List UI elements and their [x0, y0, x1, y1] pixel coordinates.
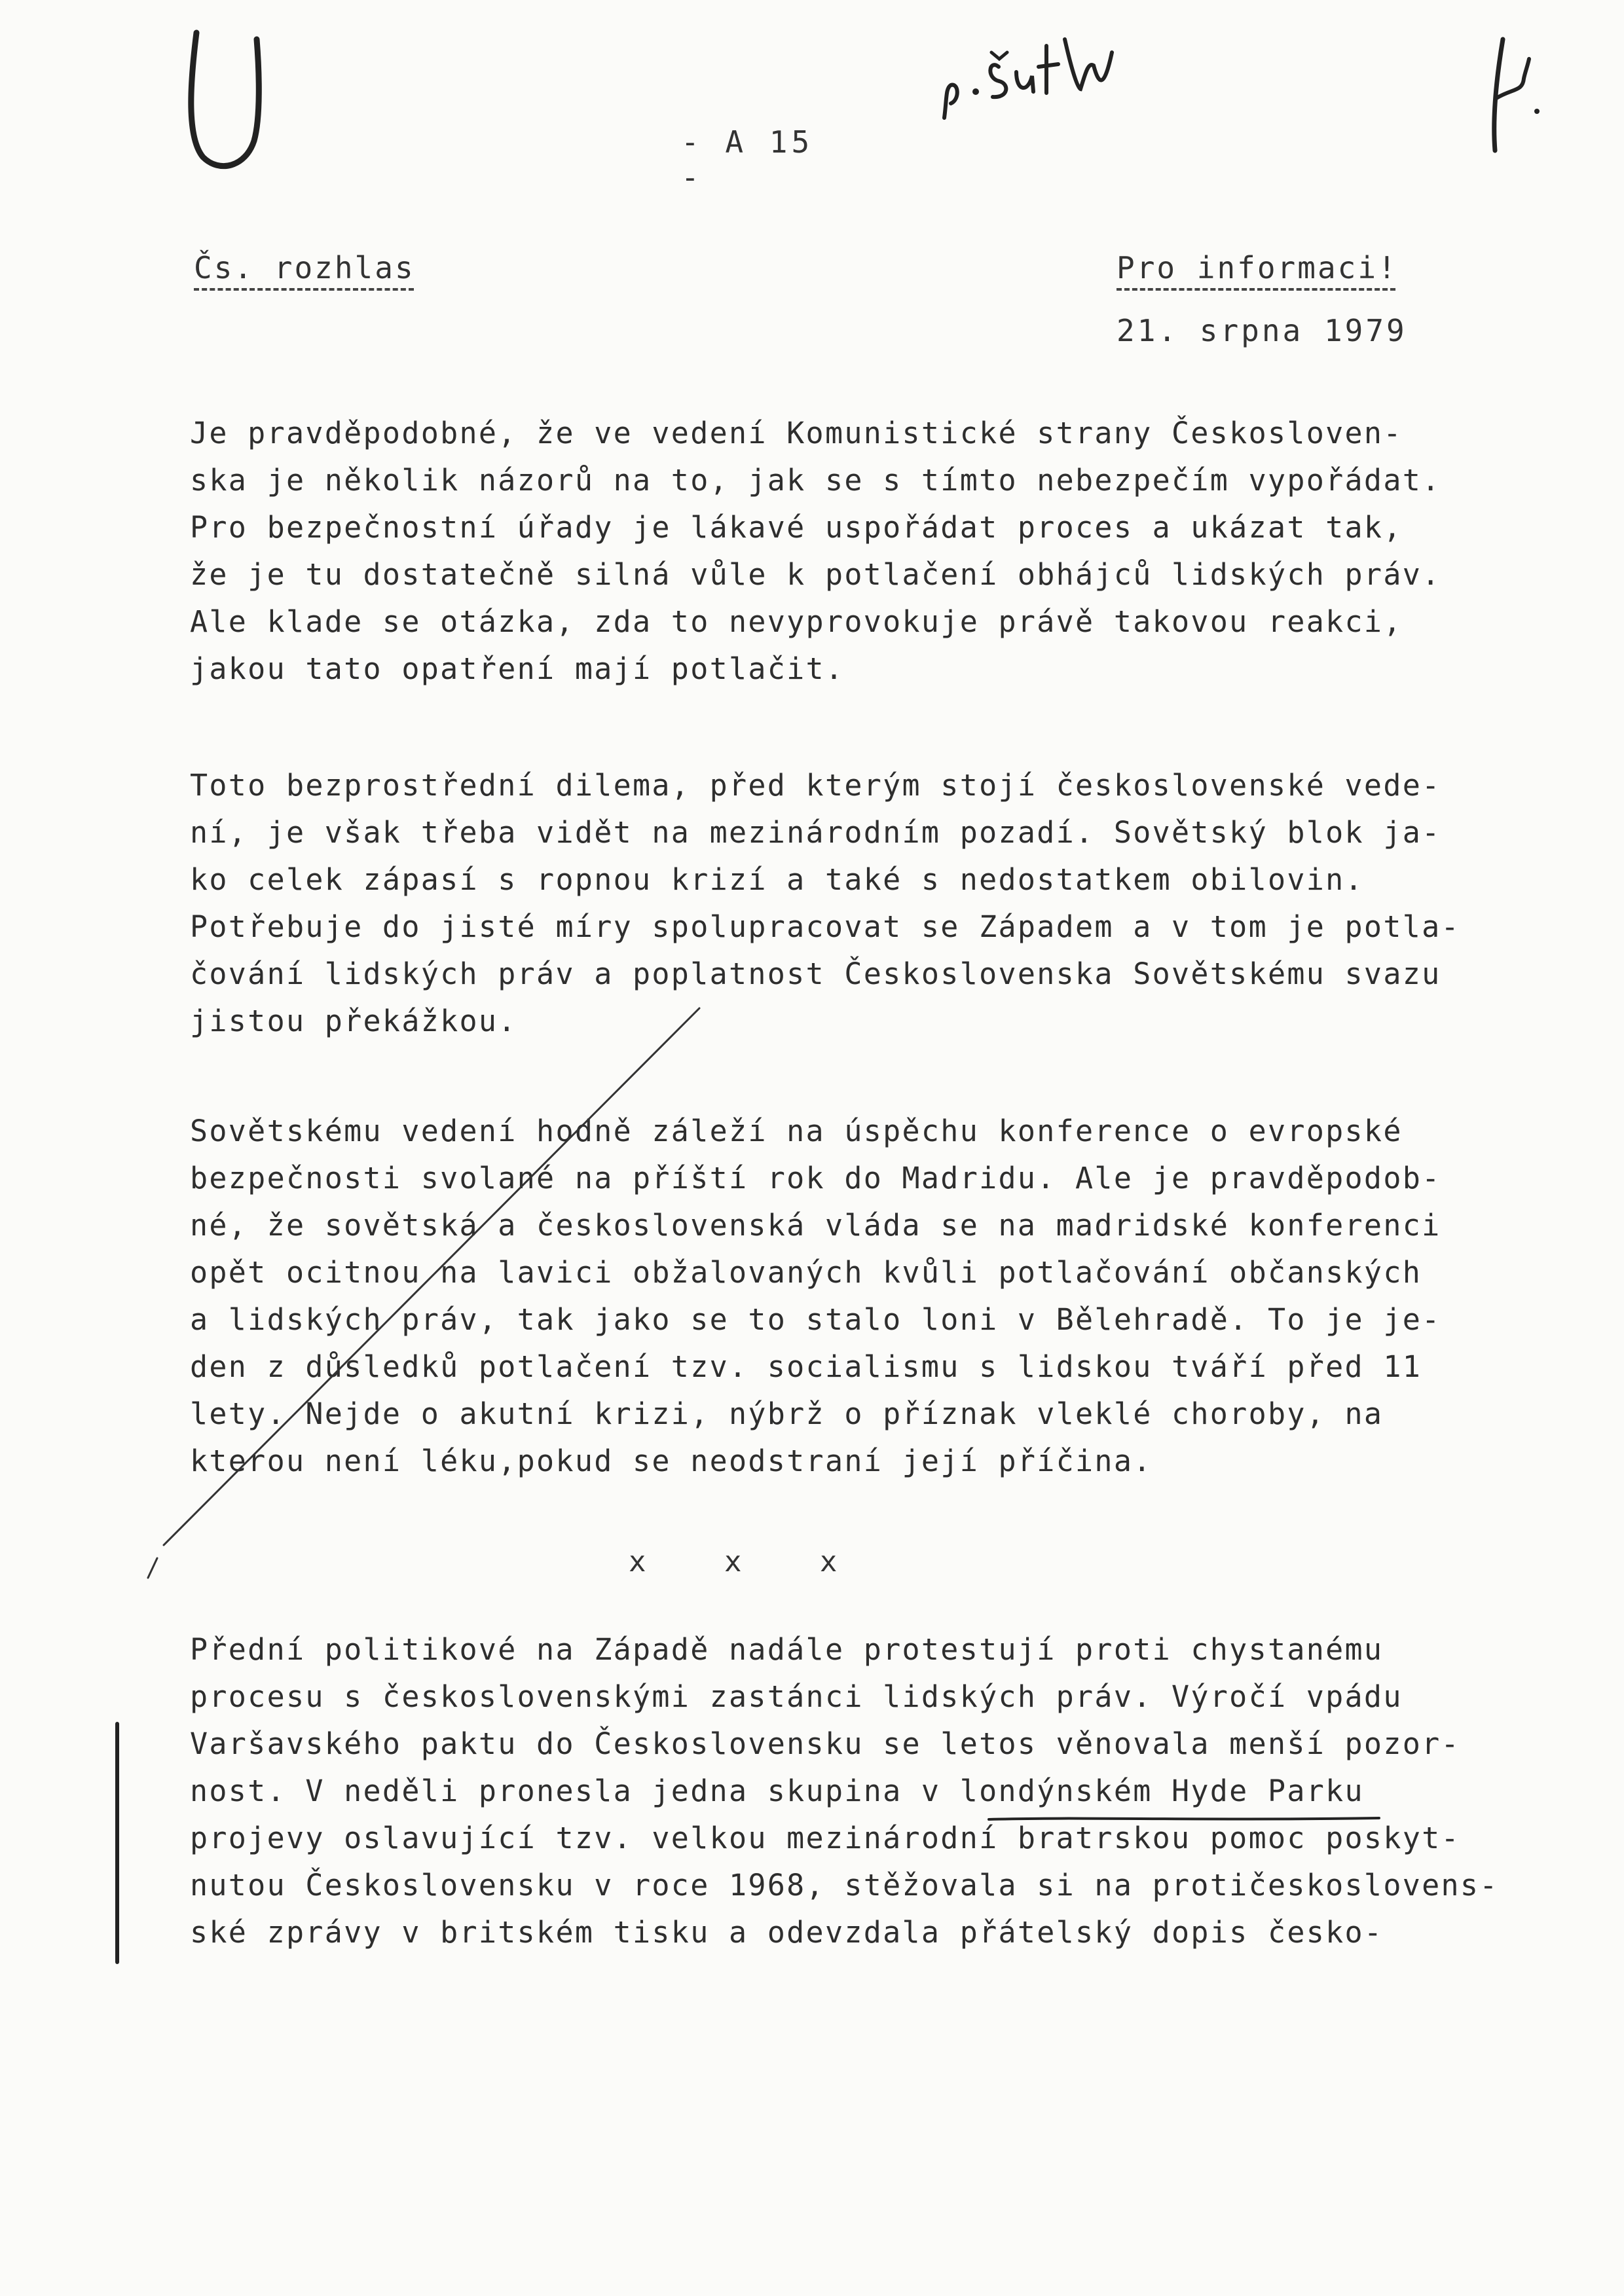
paragraph-line: lety. Nejde o akutní krizi, nýbrž o příznak vleklé choroby, na [190, 1396, 1384, 1431]
paragraph-line: Potřebuje do jisté míry spolupracovat se Západem a v tom je potla- [190, 909, 1460, 944]
document-date: 21. srpna 1979 [1116, 313, 1407, 348]
paragraph-line: Ale klade se otázka, zda to nevyprovokuje právě takovou reakci, [190, 604, 1403, 639]
paragraph-line: opět ocitnou na lavici obžalovaných kvůli potlačování občanských [190, 1255, 1422, 1290]
paragraph-line: Toto bezprostřední dilema, před kterým stojí československé vede- [190, 768, 1441, 803]
margin-vertical-mark [115, 1722, 119, 1964]
section-separator: x x x [629, 1545, 844, 1578]
paragraph-line: Varšavského paktu do Československu se letos věnovala menší pozor- [190, 1726, 1460, 1761]
paragraph-line: ska je několik názorů na to, jak se s tímto nebezpečím vypořádat. [190, 463, 1441, 498]
paragraph-line: Sovětskému vedení hodně záleží na úspěchu konference o evropské [190, 1114, 1403, 1148]
paragraph-line: Je pravděpodobné, že ve vedení Komunistické strany Českosloven- [190, 416, 1403, 450]
paragraph-line: ské zprávy v britském tisku a odevzdala přátelský dopis česko- [190, 1915, 1384, 1950]
paragraph-line: jistou překážkou. [190, 1004, 517, 1038]
paragraph-line: čování lidských práv a poplatnost Československa Sovětskému svazu [190, 957, 1441, 991]
paragraph-line: ní, je však třeba vidět na mezinárodním pozadí. Sovětský blok ja- [190, 815, 1441, 850]
notice-label: Pro informaci! [1116, 250, 1398, 285]
paragraph-line: projevy oslavující tzv. velkou mezinárodní bratrskou pomoc poskyt- [190, 1821, 1460, 1855]
paragraph-line: jakou tato opatření mají potlačit. [190, 651, 845, 686]
paragraph-line: Přední politikové na Západě nadále protestují proti chystanému [190, 1632, 1384, 1667]
paragraph-line: bezpečnosti svolané na příští rok do Madridu. Ale je pravděpodob- [190, 1161, 1441, 1195]
page-number: - A 15 - [681, 124, 814, 195]
paragraph-line: né, že sovětská a československá vláda se na madridské konferenci [190, 1208, 1441, 1243]
paragraph-line: nost. V neděli pronesla jedna skupina v londýnském Hyde Parku [190, 1774, 1364, 1808]
paragraph-line: procesu s československými zastánci lidských práv. Výročí vpádu [190, 1679, 1403, 1714]
paragraph-line: ko celek zápasí s ropnou krizí a také s nedostatkem obilovin. [190, 862, 1364, 897]
handwritten-underline [987, 1814, 1380, 1823]
paragraph-line: den z důsledků potlačení tzv. socialismu s lidskou tváří před 11 [190, 1349, 1422, 1384]
organization-label: Čs. rozhlas [194, 250, 415, 285]
paragraph-line: že je tu dostatečně silná vůle k potlačení obhájců lidských práv. [190, 557, 1441, 592]
paragraph-line: kterou není léku,pokud se neodstraní její příčina. [190, 1444, 1153, 1478]
paragraph-line: nutou Československu v roce 1968, stěžovala si na protičeskoslovens- [190, 1868, 1499, 1903]
paragraph-line: Pro bezpečnostní úřady je lákavé uspořádat proces a ukázat tak, [190, 510, 1403, 545]
paragraph-line: a lidských práv, tak jako se to stalo loni v Bělehradě. To je je- [190, 1302, 1441, 1337]
